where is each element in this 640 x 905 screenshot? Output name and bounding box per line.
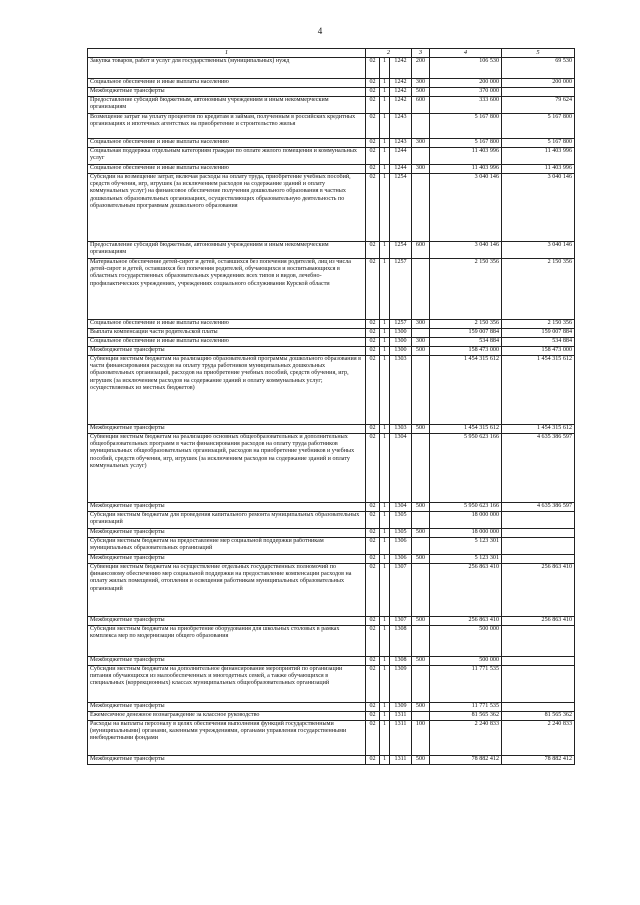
row-amount-col5-cell: 1 454 315 612 (502, 356, 575, 425)
row-section-cell: 02 (366, 88, 380, 97)
row-name-cell: Межбюджетные трансферты (88, 756, 366, 765)
row-article-cell: 1308 (390, 626, 412, 657)
row-section-cell: 02 (366, 555, 380, 564)
row-amount-col4-cell: 5 167 800 (430, 114, 502, 139)
row-article-cell: 1308 (390, 657, 412, 666)
table-row (88, 114, 575, 139)
header-col-5: 5 (502, 49, 575, 58)
row-subsection-cell: 1 (380, 512, 390, 529)
row-article-cell: 1244 (390, 148, 412, 165)
row-amount-col4-cell: 11 403 996 (430, 148, 502, 165)
row-subsection-cell: 1 (380, 703, 390, 712)
row-section-cell: 02 (366, 174, 380, 242)
row-section-cell: 02 (366, 434, 380, 503)
table-row (88, 88, 575, 97)
row-expense-type-cell (412, 356, 430, 425)
table-row (88, 174, 575, 242)
row-subsection-cell: 1 (380, 538, 390, 555)
row-amount-col5-cell: 256 863 410 (502, 564, 575, 617)
row-amount-col5-cell: 159 007 884 (502, 329, 575, 338)
row-name-cell: Субсидии местным бюджетам на дополнительное финансирование мероприятий по организации питания обучающихся из малообеспеченных и многодетных семей, а также обучающихся в специальных (коррекционных) классах муниципальных общеобразовательных организаций (88, 666, 366, 703)
row-subsection-cell: 1 (380, 657, 390, 666)
row-name-cell: Предоставление субсидий бюджетным, автономным учреждениям и иным некоммерческим организациям (88, 97, 366, 114)
row-article-cell: 1307 (390, 617, 412, 626)
row-expense-type-cell: 500 (412, 347, 430, 356)
header-col-3: 3 (412, 49, 430, 58)
row-amount-col5-cell: 81 565 362 (502, 712, 575, 721)
row-amount-col5-cell: 3 040 146 (502, 242, 575, 259)
row-name-cell: Межбюджетные трансферты (88, 657, 366, 666)
row-expense-type-cell (412, 512, 430, 529)
row-section-cell: 02 (366, 712, 380, 721)
table-row (88, 555, 575, 564)
row-subsection-cell: 1 (380, 320, 390, 329)
row-section-cell: 02 (366, 338, 380, 347)
row-amount-col4-cell: 3 040 146 (430, 174, 502, 242)
row-amount-col5-cell: 78 882 412 (502, 756, 575, 765)
row-expense-type-cell: 500 (412, 88, 430, 97)
row-name-cell: Межбюджетные трансферты (88, 503, 366, 512)
row-expense-type-cell (412, 712, 430, 721)
row-expense-type-cell: 500 (412, 503, 430, 512)
row-name-cell: Межбюджетные трансферты (88, 425, 366, 434)
row-subsection-cell: 1 (380, 97, 390, 114)
table-row (88, 58, 575, 79)
row-amount-col5-cell: 5 167 800 (502, 139, 575, 148)
row-amount-col4-cell: 370 000 (430, 88, 502, 97)
row-expense-type-cell: 500 (412, 657, 430, 666)
row-name-cell: Субвенции местным бюджетам на реализацию основных общеобразовательных и дополнительных общеобразовательных программ в части финансирования расходов на оплату труда работников муниципальных общеобразовательных организаций, расходов на приобретение учебников и учебных пособий, средств обучения, игр, игрушек (за исключением расходов на содержание зданий и оплату коммунальных услуг) (88, 434, 366, 503)
table-row (88, 329, 575, 338)
table-row (88, 503, 575, 512)
row-amount-col5-cell (502, 555, 575, 564)
row-subsection-cell: 1 (380, 564, 390, 617)
budget-table (87, 48, 575, 765)
row-subsection-cell: 1 (380, 712, 390, 721)
row-expense-type-cell: 300 (412, 320, 430, 329)
row-name-cell: Субвенции местным бюджетам на осуществление отдельных государственных полномочий по финансовому обеспечению мер социальной поддержки на предоставление компенсации расходов на оплату жилых помещений, отопления и освещения работникам муниципальных образовательных организаций (88, 564, 366, 617)
row-section-cell: 02 (366, 165, 380, 174)
row-expense-type-cell (412, 626, 430, 657)
row-section-cell: 02 (366, 538, 380, 555)
row-amount-col4-cell: 11 403 996 (430, 165, 502, 174)
row-amount-col5-cell (502, 657, 575, 666)
row-name-cell: Межбюджетные трансферты (88, 88, 366, 97)
table-header-row (88, 49, 575, 58)
row-amount-col5-cell: 79 624 (502, 97, 575, 114)
row-amount-col4-cell: 256 863 410 (430, 617, 502, 626)
row-amount-col5-cell: 4 635 386 597 (502, 503, 575, 512)
row-section-cell: 02 (366, 329, 380, 338)
row-amount-col4-cell: 11 771 535 (430, 666, 502, 703)
row-amount-col5-cell (502, 626, 575, 657)
row-amount-col4-cell: 11 771 535 (430, 703, 502, 712)
row-name-cell: Закупка товаров, работ и услуг для государственных (муниципальных) нужд (88, 58, 366, 79)
row-section-cell: 02 (366, 242, 380, 259)
table-row (88, 657, 575, 666)
row-name-cell: Субсидии местным бюджетам на предоставление мер социальной поддержки работникам муниципальных образовательных организаций (88, 538, 366, 555)
row-expense-type-cell: 200 (412, 58, 430, 79)
row-section-cell: 02 (366, 666, 380, 703)
row-section-cell: 02 (366, 703, 380, 712)
row-section-cell: 02 (366, 721, 380, 756)
row-subsection-cell: 1 (380, 88, 390, 97)
row-amount-col5-cell: 69 530 (502, 58, 575, 79)
row-subsection-cell: 1 (380, 617, 390, 626)
row-expense-type-cell: 100 (412, 721, 430, 756)
row-amount-col5-cell: 5 167 800 (502, 114, 575, 139)
row-amount-col5-cell (502, 529, 575, 538)
row-name-cell: Межбюджетные трансферты (88, 347, 366, 356)
row-section-cell: 02 (366, 259, 380, 320)
row-section-cell: 02 (366, 529, 380, 538)
row-section-cell: 02 (366, 626, 380, 657)
row-subsection-cell: 1 (380, 434, 390, 503)
row-amount-col4-cell: 2 240 833 (430, 721, 502, 756)
row-amount-col5-cell: 2 150 356 (502, 320, 575, 329)
row-amount-col5-cell: 3 040 146 (502, 174, 575, 242)
row-amount-col4-cell: 333 600 (430, 97, 502, 114)
table-row (88, 756, 575, 765)
table-row (88, 165, 575, 174)
row-subsection-cell: 1 (380, 721, 390, 756)
row-section-cell: 02 (366, 79, 380, 88)
row-expense-type-cell: 500 (412, 617, 430, 626)
row-name-cell: Социальная поддержка отдельным категориям граждан по оплате жилого помещения и коммунальных услуг (88, 148, 366, 165)
row-subsection-cell: 1 (380, 503, 390, 512)
row-article-cell: 1242 (390, 88, 412, 97)
row-expense-type-cell: 500 (412, 756, 430, 765)
row-article-cell: 1309 (390, 703, 412, 712)
row-name-cell: Межбюджетные трансферты (88, 529, 366, 538)
table-row (88, 564, 575, 617)
row-expense-type-cell: 500 (412, 529, 430, 538)
row-amount-col4-cell: 3 040 146 (430, 242, 502, 259)
table-row (88, 434, 575, 503)
row-amount-col5-cell: 11 403 996 (502, 165, 575, 174)
row-expense-type-cell (412, 434, 430, 503)
row-article-cell: 1306 (390, 555, 412, 564)
row-subsection-cell: 1 (380, 174, 390, 242)
row-amount-col4-cell: 5 123 301 (430, 555, 502, 564)
row-amount-col5-cell (502, 512, 575, 529)
table-row (88, 79, 575, 88)
row-expense-type-cell (412, 114, 430, 139)
table-row (88, 139, 575, 148)
row-article-cell: 1244 (390, 165, 412, 174)
row-expense-type-cell (412, 259, 430, 320)
row-name-cell: Межбюджетные трансферты (88, 555, 366, 564)
table-row (88, 721, 575, 756)
row-amount-col4-cell: 534 884 (430, 338, 502, 347)
row-section-cell: 02 (366, 756, 380, 765)
row-name-cell: Субсидии местным бюджетам для проведения капитального ремонта муниципальных образовательных организаций (88, 512, 366, 529)
header-col-1: 1 (88, 49, 366, 58)
row-name-cell: Выплата компенсации части родительской платы (88, 329, 366, 338)
row-article-cell: 1300 (390, 347, 412, 356)
row-name-cell: Социальное обеспечение и иные выплаты населению (88, 338, 366, 347)
row-section-cell: 02 (366, 148, 380, 165)
row-amount-col4-cell: 78 882 412 (430, 756, 502, 765)
row-amount-col4-cell: 159 007 884 (430, 329, 502, 338)
row-article-cell: 1305 (390, 512, 412, 529)
row-section-cell: 02 (366, 97, 380, 114)
row-subsection-cell: 1 (380, 114, 390, 139)
row-subsection-cell: 1 (380, 529, 390, 538)
row-article-cell: 1304 (390, 503, 412, 512)
row-name-cell: Социальное обеспечение и иные выплаты населению (88, 139, 366, 148)
row-subsection-cell: 1 (380, 347, 390, 356)
row-article-cell: 1300 (390, 338, 412, 347)
row-amount-col5-cell (502, 666, 575, 703)
row-article-cell: 1311 (390, 712, 412, 721)
row-amount-col5-cell (502, 88, 575, 97)
row-subsection-cell: 1 (380, 555, 390, 564)
row-article-cell: 1243 (390, 114, 412, 139)
row-expense-type-cell (412, 174, 430, 242)
row-expense-type-cell: 600 (412, 242, 430, 259)
table-row (88, 320, 575, 329)
row-expense-type-cell: 500 (412, 425, 430, 434)
table-row (88, 512, 575, 529)
row-subsection-cell: 1 (380, 139, 390, 148)
row-amount-col4-cell: 158 473 000 (430, 347, 502, 356)
row-expense-type-cell: 300 (412, 139, 430, 148)
row-amount-col5-cell: 2 150 356 (502, 259, 575, 320)
row-amount-col5-cell: 11 403 996 (502, 148, 575, 165)
row-amount-col5-cell: 4 635 386 597 (502, 434, 575, 503)
row-amount-col4-cell: 5 950 623 166 (430, 434, 502, 503)
header-col-4: 4 (430, 49, 502, 58)
row-subsection-cell: 1 (380, 756, 390, 765)
row-article-cell: 1254 (390, 174, 412, 242)
row-article-cell: 1303 (390, 356, 412, 425)
row-expense-type-cell: 500 (412, 703, 430, 712)
row-amount-col4-cell: 1 454 315 612 (430, 356, 502, 425)
row-amount-col4-cell: 18 000 000 (430, 512, 502, 529)
row-section-cell: 02 (366, 617, 380, 626)
row-amount-col5-cell: 2 240 833 (502, 721, 575, 756)
table-row (88, 538, 575, 555)
table-row (88, 97, 575, 114)
row-article-cell: 1254 (390, 242, 412, 259)
row-expense-type-cell (412, 148, 430, 165)
row-section-cell: 02 (366, 347, 380, 356)
table-row (88, 242, 575, 259)
row-article-cell: 1242 (390, 58, 412, 79)
row-amount-col5-cell: 256 863 410 (502, 617, 575, 626)
row-amount-col4-cell: 2 150 356 (430, 320, 502, 329)
row-article-cell: 1305 (390, 529, 412, 538)
table-row (88, 626, 575, 657)
row-amount-col4-cell: 5 167 800 (430, 139, 502, 148)
row-name-cell: Предоставление субсидий бюджетным, автономным учреждениям и иным некоммерческим организациям (88, 242, 366, 259)
row-amount-col4-cell: 1 454 315 612 (430, 425, 502, 434)
row-section-cell: 02 (366, 657, 380, 666)
header-col-2: 2 (366, 49, 412, 58)
row-subsection-cell: 1 (380, 79, 390, 88)
row-article-cell: 1311 (390, 721, 412, 756)
row-expense-type-cell: 300 (412, 79, 430, 88)
row-name-cell: Межбюджетные трансферты (88, 617, 366, 626)
row-subsection-cell: 1 (380, 425, 390, 434)
row-amount-col5-cell: 200 000 (502, 79, 575, 88)
table-row (88, 617, 575, 626)
row-article-cell: 1257 (390, 320, 412, 329)
row-subsection-cell: 1 (380, 148, 390, 165)
row-subsection-cell: 1 (380, 356, 390, 425)
row-subsection-cell: 1 (380, 626, 390, 657)
row-amount-col5-cell: 1 454 315 612 (502, 425, 575, 434)
row-expense-type-cell (412, 666, 430, 703)
row-expense-type-cell: 500 (412, 555, 430, 564)
row-expense-type-cell: 600 (412, 97, 430, 114)
row-name-cell: Социальное обеспечение и иные выплаты населению (88, 165, 366, 174)
row-article-cell: 1304 (390, 434, 412, 503)
row-section-cell: 02 (366, 564, 380, 617)
row-section-cell: 02 (366, 503, 380, 512)
row-article-cell: 1307 (390, 564, 412, 617)
row-name-cell: Социальное обеспечение и иные выплаты населению (88, 320, 366, 329)
table-row (88, 425, 575, 434)
row-section-cell: 02 (366, 58, 380, 79)
row-amount-col4-cell: 500 000 (430, 626, 502, 657)
row-amount-col5-cell: 534 884 (502, 338, 575, 347)
table-row (88, 356, 575, 425)
table-row (88, 703, 575, 712)
row-amount-col5-cell (502, 703, 575, 712)
row-amount-col4-cell: 5 123 301 (430, 538, 502, 555)
row-name-cell: Возмещение затрат на уплату процентов по кредитам и займам, полученным в российских кредитных организациях и ипотечных агентствах на приобретение и строительство жилья (88, 114, 366, 139)
row-amount-col4-cell: 2 150 356 (430, 259, 502, 320)
row-amount-col4-cell: 81 565 362 (430, 712, 502, 721)
row-amount-col5-cell (502, 538, 575, 555)
row-amount-col4-cell: 256 863 410 (430, 564, 502, 617)
table-row (88, 259, 575, 320)
table-row (88, 529, 575, 538)
table-row (88, 712, 575, 721)
budget-table-body (88, 49, 575, 765)
page-number: 4 (317, 26, 323, 36)
row-article-cell: 1243 (390, 139, 412, 148)
row-expense-type-cell (412, 564, 430, 617)
row-subsection-cell: 1 (380, 58, 390, 79)
row-article-cell: 1242 (390, 79, 412, 88)
row-name-cell: Материальное обеспечение детей-сирот и детей, оставшихся без попечения родителей, лиц из числа детей-сирот и детей, оставшихся без попечения родителей, обучающихся и воспитывающихся в областных государственных образовательных учреждениях всех типов и видов, лечебно-профилактических учреждениях, учреждениях социального обслуживания Курской области (88, 259, 366, 320)
table-row (88, 338, 575, 347)
row-subsection-cell: 1 (380, 259, 390, 320)
row-amount-col4-cell: 200 000 (430, 79, 502, 88)
row-section-cell: 02 (366, 512, 380, 529)
row-subsection-cell: 1 (380, 165, 390, 174)
row-article-cell: 1309 (390, 666, 412, 703)
row-expense-type-cell: 300 (412, 338, 430, 347)
row-name-cell: Субсидии на возмещение затрат, включая расходы на оплату труда, приобретение учебных пособий, средств обучения, игр, игрушек (за исключением расходов на содержание зданий и оплату коммунальных услуг) на финансовое обеспечение получения дошкольного образования в частных дошкольных образовательных организациях, осуществляющих образовательную деятельность по образовательным программам дошкольного образования (88, 174, 366, 242)
row-amount-col5-cell: 158 473 000 (502, 347, 575, 356)
row-article-cell: 1257 (390, 259, 412, 320)
row-expense-type-cell (412, 329, 430, 338)
row-name-cell: Расходы на выплаты персоналу в целях обеспечения выполнения функций государственными (муниципальными) органами, казенными учреждениями, органами управления государственными внебюджетными фондами (88, 721, 366, 756)
row-name-cell: Межбюджетные трансферты (88, 703, 366, 712)
row-article-cell: 1306 (390, 538, 412, 555)
row-amount-col4-cell: 5 950 623 166 (430, 503, 502, 512)
row-amount-col4-cell: 500 000 (430, 657, 502, 666)
row-section-cell: 02 (366, 320, 380, 329)
row-expense-type-cell (412, 538, 430, 555)
row-subsection-cell: 1 (380, 666, 390, 703)
row-article-cell: 1303 (390, 425, 412, 434)
table-row (88, 148, 575, 165)
row-name-cell: Субвенции местным бюджетам на реализацию образовательной программы дошкольного образования в части финансирования расходов на оплату труда работников муниципальных дошкольных образовательных организаций, расходов на приобретение учебных пособий, средств обучения, игр, игрушек (за исключением расходов на содержание зданий и оплату коммунальных услуг; осуществляемых из местных бюджетов) (88, 356, 366, 425)
row-amount-col4-cell: 18 000 000 (430, 529, 502, 538)
row-subsection-cell: 1 (380, 242, 390, 259)
row-section-cell: 02 (366, 425, 380, 434)
row-section-cell: 02 (366, 114, 380, 139)
row-article-cell: 1311 (390, 756, 412, 765)
row-name-cell: Социальное обеспечение и иные выплаты населению (88, 79, 366, 88)
row-article-cell: 1242 (390, 97, 412, 114)
row-subsection-cell: 1 (380, 329, 390, 338)
row-amount-col4-cell: 106 530 (430, 58, 502, 79)
row-section-cell: 02 (366, 356, 380, 425)
table-row (88, 666, 575, 703)
row-subsection-cell: 1 (380, 338, 390, 347)
row-expense-type-cell: 300 (412, 165, 430, 174)
row-article-cell: 1300 (390, 329, 412, 338)
row-name-cell: Субсидии местным бюджетам на приобретение оборудования для школьных столовых в рамках комплекса мер по модернизации общего образования (88, 626, 366, 657)
table-row (88, 347, 575, 356)
row-section-cell: 02 (366, 139, 380, 148)
row-name-cell: Ежемесячное денежное вознаграждение за классное руководство (88, 712, 366, 721)
